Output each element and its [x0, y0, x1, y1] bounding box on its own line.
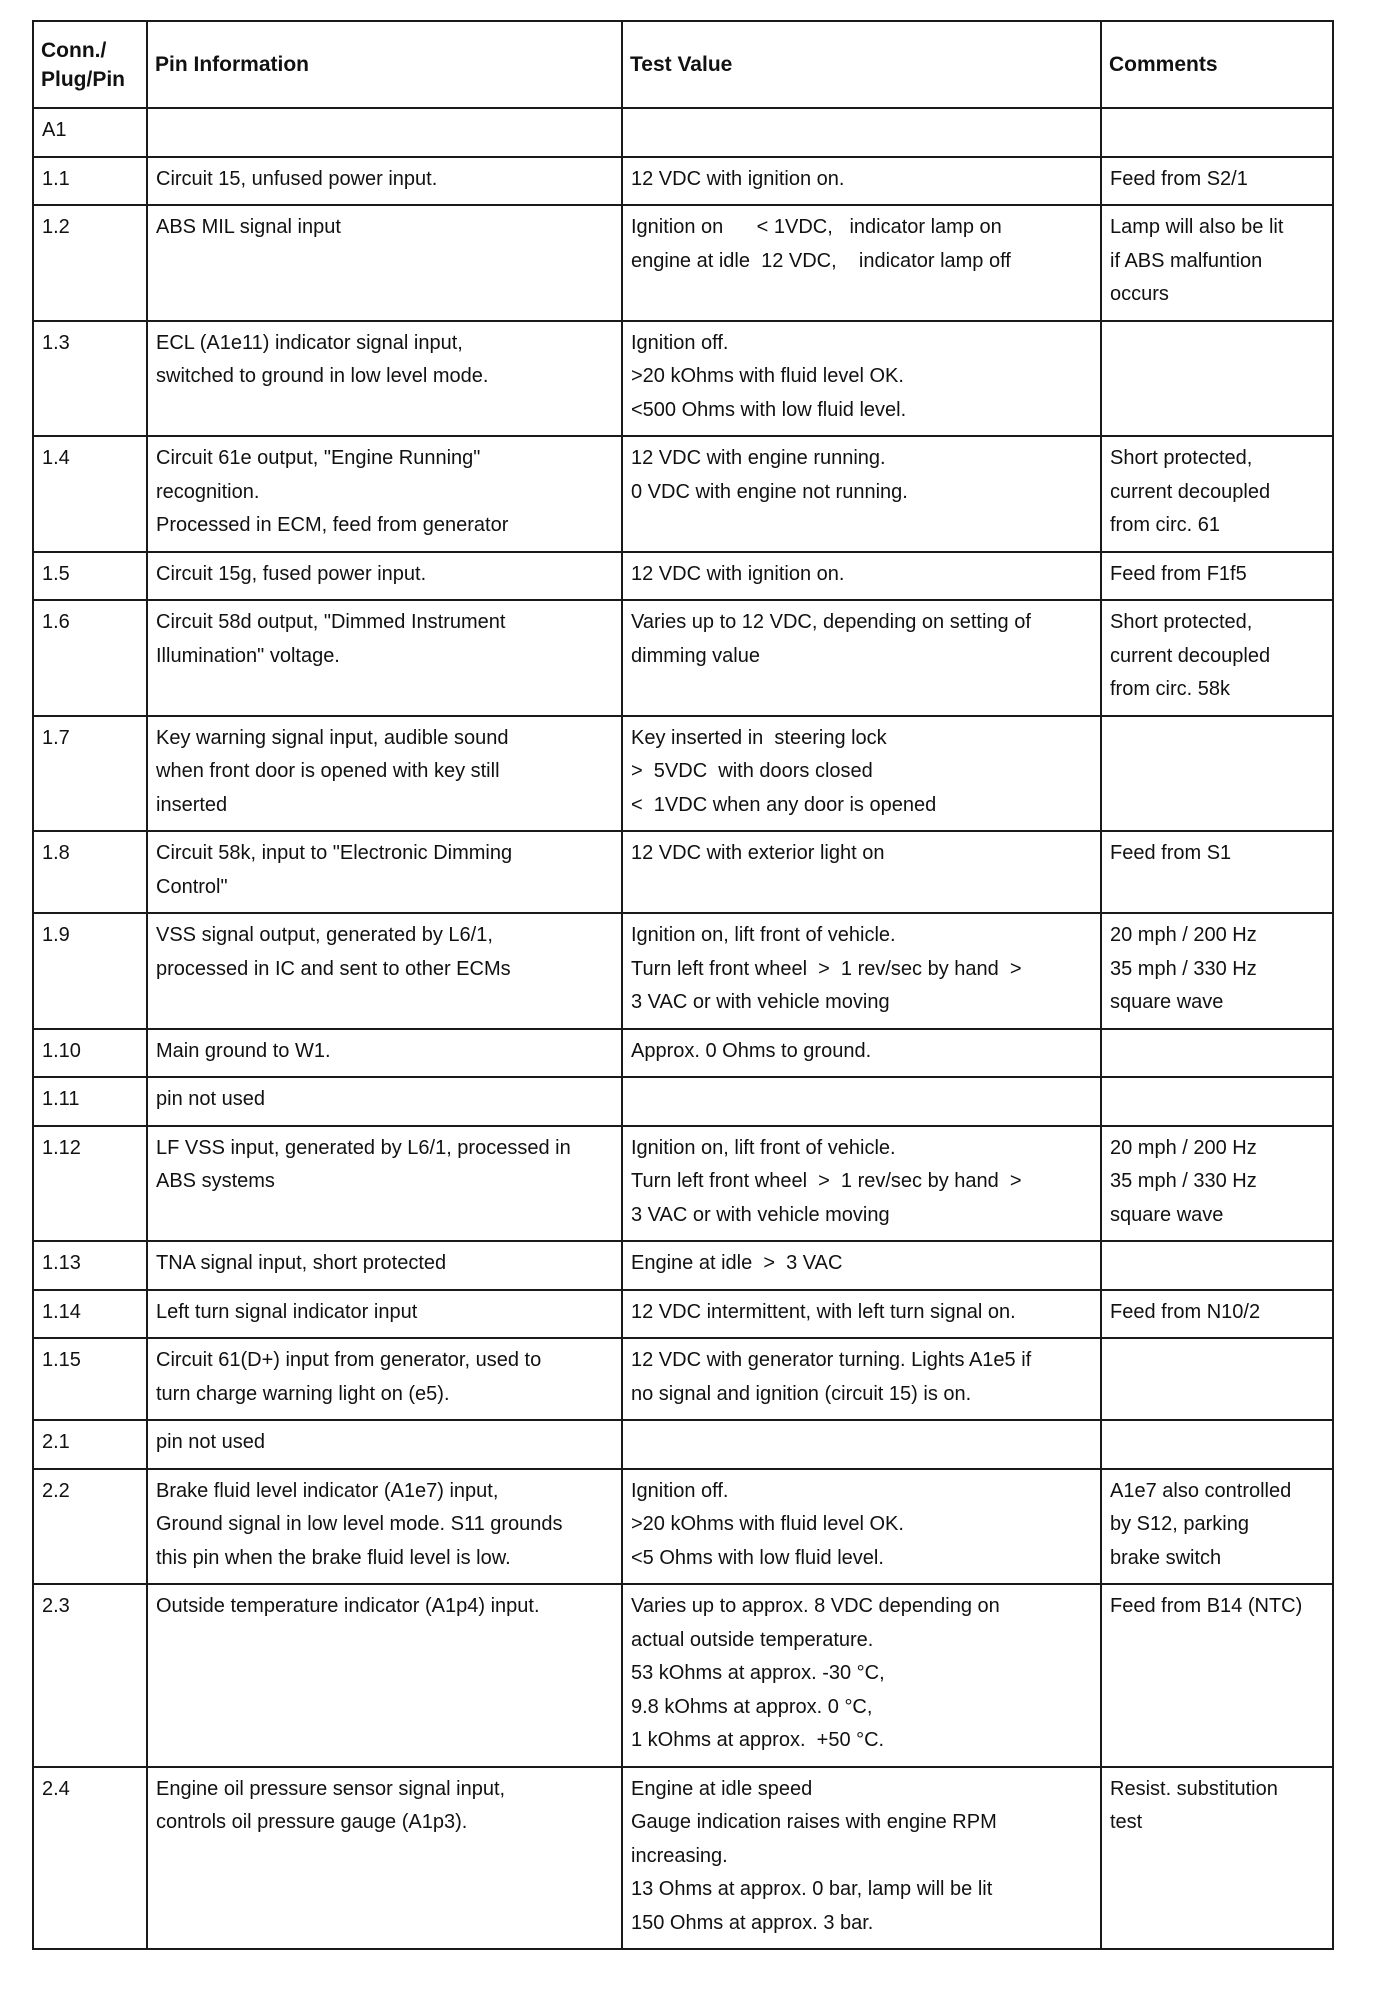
comments-line: Feed from F1f5 [1110, 562, 1247, 585]
comments-cell [1101, 205, 1333, 321]
pin-number-cell: 1.14 [33, 1290, 147, 1339]
comments-cell [1101, 1584, 1333, 1767]
test-value-line: no signal and ignition (circuit 15) is on. [631, 1382, 972, 1405]
comments-line: occurs [1110, 283, 1169, 305]
pin-info-cell [147, 1077, 622, 1126]
comments-line: brake switch [1110, 1546, 1222, 1569]
pin-info-cell [147, 205, 622, 321]
comments-line: Feed from S2/1 [1110, 167, 1248, 190]
pin-info-line: Outside temperature indicator (A1p4) input. [156, 1595, 540, 1617]
pin-test-table [32, 20, 1334, 1950]
header-conn-plug-pin [33, 21, 147, 108]
header-conn-line-2: Plug/Pin [41, 67, 125, 91]
comments-cell [1101, 1029, 1333, 1078]
test-value-line: 13 Ohms at approx. 0 bar, lamp will be lit [631, 1878, 993, 1900]
pin-info-cell [147, 1029, 622, 1078]
pin-info-line: recognition. [156, 480, 260, 503]
pin-info-line: ECL (A1e11) indicator signal input, [156, 331, 463, 354]
document-page [32, 20, 1332, 1950]
table-row [33, 321, 1333, 437]
test-value-cell [622, 1420, 1101, 1469]
pin-number-cell: 1.1 [33, 157, 147, 206]
pin-number-cell: 2.1 [33, 1420, 147, 1469]
pin-info-line: Brake fluid level indicator (A1e7) input, [156, 1479, 499, 1502]
comments-line: square wave [1110, 991, 1224, 1013]
comments-line: from circ. 58k [1110, 678, 1231, 700]
test-value-cell [622, 1290, 1101, 1339]
table-body [33, 108, 1333, 1949]
test-value-cell [622, 157, 1101, 206]
pin-info-line: Circuit 61(D+) input from generator, used to [156, 1349, 542, 1371]
test-value-line: <500 Ohms with low fluid level. [631, 398, 907, 421]
comments-cell [1101, 716, 1333, 832]
test-value-cell [622, 1126, 1101, 1242]
comments-line: Feed from S1 [1110, 842, 1232, 864]
test-value-line: Ignition on, lift front of vehicle. [631, 1136, 896, 1159]
pin-info-cell [147, 1584, 622, 1767]
test-value-cell [622, 321, 1101, 437]
comments-line: if ABS malfuntion [1110, 249, 1263, 272]
comments-cell [1101, 1767, 1333, 1950]
test-value-cell [622, 1077, 1101, 1126]
table-row [33, 1469, 1333, 1585]
table-row [33, 1077, 1333, 1126]
pin-number-cell: 2.2 [33, 1469, 147, 1585]
pin-info-line: switched to ground in low level mode. [156, 365, 489, 387]
comments-line: Short protected, [1110, 447, 1253, 469]
pin-info-cell [147, 108, 622, 157]
pin-number-cell: 1.13 [33, 1241, 147, 1290]
comments-line: Feed from N10/2 [1110, 1300, 1261, 1323]
comments-line: current decoupled [1110, 480, 1271, 503]
comments-cell [1101, 1077, 1333, 1126]
pin-info-cell [147, 1469, 622, 1585]
comments-line: by S12, parking [1110, 1513, 1249, 1535]
test-value-line: 12 VDC with engine running. [631, 447, 886, 469]
pin-info-line: Control" [156, 875, 228, 898]
pin-info-line: Circuit 15g, fused power input. [156, 562, 427, 585]
table-row [33, 913, 1333, 1029]
comments-cell [1101, 1290, 1333, 1339]
test-value-cell [622, 1584, 1101, 1767]
table-row [33, 436, 1333, 552]
test-value-line: increasing. [631, 1844, 728, 1867]
table-row [33, 1241, 1333, 1290]
comments-line: current decoupled [1110, 644, 1271, 667]
table-row [33, 157, 1333, 206]
pin-number-cell: 1.2 [33, 205, 147, 321]
table-row [33, 1029, 1333, 1078]
pin-number-cell: 1.15 [33, 1338, 147, 1420]
pin-info-cell [147, 1241, 622, 1290]
comments-cell [1101, 600, 1333, 716]
pin-info-cell [147, 157, 622, 206]
test-value-line: 12 VDC with ignition on. [631, 562, 845, 585]
pin-info-line: Main ground to W1. [156, 1039, 331, 1062]
test-value-line: Varies up to 12 VDC, depending on setting of [631, 611, 1031, 633]
test-value-cell [622, 436, 1101, 552]
comments-cell [1101, 1420, 1333, 1469]
pin-info-cell [147, 321, 622, 437]
comments-cell [1101, 831, 1333, 913]
pin-info-line: ABS MIL signal input [156, 216, 341, 238]
table-row [33, 716, 1333, 832]
comments-cell [1101, 108, 1333, 157]
comments-cell [1101, 436, 1333, 552]
test-value-line: >20 kOhms with fluid level OK. [631, 365, 904, 387]
comments-line: 35 mph / 330 Hz [1110, 957, 1257, 980]
pin-info-line: Circuit 61e output, "Engine Running" [156, 447, 481, 469]
pin-info-line: Circuit 58d output, "Dimmed Instrument [156, 611, 506, 633]
comments-cell [1101, 1126, 1333, 1242]
test-value-line: Varies up to approx. 8 VDC depending on [631, 1595, 1000, 1617]
test-value-line: Gauge indication raises with engine RPM [631, 1811, 997, 1833]
pin-number-cell: 1.3 [33, 321, 147, 437]
comments-cell [1101, 321, 1333, 437]
test-value-line: Ignition off. [631, 1479, 729, 1502]
test-value-line: 3 VAC or with vehicle moving [631, 1203, 890, 1226]
pin-info-line: pin not used [156, 1088, 265, 1110]
table-row [33, 108, 1333, 157]
comments-line: Resist. substitution [1110, 1777, 1278, 1800]
pin-info-cell [147, 831, 622, 913]
pin-info-cell [147, 552, 622, 601]
test-value-line: Key inserted in steering lock [631, 726, 887, 749]
pin-info-line: inserted [156, 793, 228, 816]
test-value-line: engine at idle 12 VDC, indicator lamp off [631, 249, 1011, 272]
pin-info-cell [147, 1420, 622, 1469]
table-row [33, 552, 1333, 601]
comments-line: 20 mph / 200 Hz [1110, 924, 1257, 946]
pin-number-cell: A1 [33, 108, 147, 157]
test-value-line: dimming value [631, 644, 760, 667]
pin-number-cell: 1.10 [33, 1029, 147, 1078]
table-row [33, 205, 1333, 321]
pin-number-cell: 1.6 [33, 600, 147, 716]
test-value-cell [622, 1338, 1101, 1420]
pin-info-line: Engine oil pressure sensor signal input, [156, 1777, 506, 1800]
test-value-line: Turn left front wheel > 1 rev/sec by hand > [631, 957, 1022, 980]
pin-info-cell [147, 1290, 622, 1339]
table-row [33, 1767, 1333, 1950]
test-value-line: Turn left front wheel > 1 rev/sec by hand > [631, 1170, 1022, 1192]
pin-info-cell [147, 1767, 622, 1950]
pin-info-line: Illumination" voltage. [156, 644, 340, 667]
pin-info-line: pin not used [156, 1431, 265, 1453]
table-header [33, 21, 1333, 108]
test-value-line: <5 Ohms with low fluid level. [631, 1546, 884, 1569]
pin-number-cell: 1.4 [33, 436, 147, 552]
pin-info-line: processed in IC and sent to other ECMs [156, 957, 511, 980]
comments-line: from circ. 61 [1110, 514, 1221, 536]
test-value-cell [622, 1767, 1101, 1950]
comments-cell [1101, 1338, 1333, 1420]
test-value-line: < 1VDC when any door is opened [631, 793, 937, 816]
pin-info-line: this pin when the brake fluid level is low. [156, 1546, 511, 1569]
pin-info-line: ABS systems [156, 1170, 275, 1192]
pin-number-cell: 2.4 [33, 1767, 147, 1950]
pin-info-cell [147, 1338, 622, 1420]
test-value-line: Ignition on < 1VDC, indicator lamp on [631, 216, 1002, 238]
pin-number-cell: 2.3 [33, 1584, 147, 1767]
comments-line: square wave [1110, 1203, 1224, 1226]
pin-info-cell [147, 913, 622, 1029]
header-comments: Comments [1101, 21, 1333, 108]
comments-line: Short protected, [1110, 611, 1253, 633]
table-row [33, 1290, 1333, 1339]
comments-line: Lamp will also be lit [1110, 216, 1284, 238]
pin-info-line: Circuit 58k, input to "Electronic Dimming [156, 842, 513, 864]
test-value-cell [622, 600, 1101, 716]
pin-number-cell: 1.7 [33, 716, 147, 832]
comments-cell [1101, 1469, 1333, 1585]
test-value-line: Ignition off. [631, 331, 729, 354]
test-value-line: 9.8 kOhms at approx. 0 °C, [631, 1695, 873, 1718]
table-row [33, 1126, 1333, 1242]
pin-number-cell: 1.5 [33, 552, 147, 601]
test-value-line: 12 VDC with ignition on. [631, 167, 845, 190]
test-value-line: Engine at idle speed [631, 1777, 813, 1800]
pin-info-cell [147, 1126, 622, 1242]
test-value-cell [622, 1029, 1101, 1078]
comments-cell [1101, 1241, 1333, 1290]
test-value-cell [622, 552, 1101, 601]
test-value-line: Ignition on, lift front of vehicle. [631, 924, 896, 946]
test-value-line: >20 kOhms with fluid level OK. [631, 1513, 904, 1535]
comments-cell [1101, 913, 1333, 1029]
pin-info-line: controls oil pressure gauge (A1p3). [156, 1811, 468, 1833]
pin-info-line: Ground signal in low level mode. S11 grounds [156, 1513, 563, 1535]
test-value-line: actual outside temperature. [631, 1628, 874, 1651]
test-value-line: 53 kOhms at approx. -30 °C, [631, 1662, 885, 1684]
test-value-line: 3 VAC or with vehicle moving [631, 991, 890, 1013]
pin-info-cell [147, 436, 622, 552]
comments-line: 35 mph / 330 Hz [1110, 1170, 1257, 1192]
pin-number-cell: 1.8 [33, 831, 147, 913]
header-test-value: Test Value [622, 21, 1101, 108]
pin-info-cell [147, 716, 622, 832]
header-row [33, 21, 1333, 108]
table-row [33, 1338, 1333, 1420]
test-value-line: 0 VDC with engine not running. [631, 480, 908, 503]
pin-info-line: turn charge warning light on (e5). [156, 1382, 450, 1405]
header-conn-line-1: Conn./ [41, 38, 107, 62]
pin-info-line: TNA signal input, short protected [156, 1252, 447, 1274]
test-value-cell [622, 716, 1101, 832]
test-value-line: 1 kOhms at approx. +50 °C. [631, 1729, 885, 1751]
test-value-line: 12 VDC with exterior light on [631, 842, 885, 864]
pin-number-cell: 1.12 [33, 1126, 147, 1242]
table-row [33, 1420, 1333, 1469]
pin-number-cell: 1.9 [33, 913, 147, 1029]
test-value-cell [622, 108, 1101, 157]
test-value-line: 12 VDC intermittent, with left turn signal on. [631, 1300, 1016, 1323]
pin-info-line: Key warning signal input, audible sound [156, 726, 509, 749]
test-value-line: Engine at idle > 3 VAC [631, 1252, 843, 1274]
test-value-line: 12 VDC with generator turning. Lights A1e5 if [631, 1349, 1032, 1371]
pin-info-line: Left turn signal indicator input [156, 1300, 418, 1323]
test-value-cell [622, 205, 1101, 321]
comments-cell [1101, 552, 1333, 601]
test-value-line: Approx. 0 Ohms to ground. [631, 1039, 872, 1062]
pin-number-cell: 1.11 [33, 1077, 147, 1126]
pin-info-cell [147, 600, 622, 716]
header-pin-information: Pin Information [147, 21, 622, 108]
pin-info-line: VSS signal output, generated by L6/1, [156, 924, 493, 946]
table-row [33, 1584, 1333, 1767]
pin-info-line: Circuit 15, unfused power input. [156, 167, 438, 190]
test-value-cell [622, 1241, 1101, 1290]
comments-line: Feed from B14 (NTC) [1110, 1595, 1303, 1617]
test-value-cell [622, 1469, 1101, 1585]
comments-line: 20 mph / 200 Hz [1110, 1136, 1257, 1159]
comments-line: test [1110, 1811, 1143, 1833]
test-value-cell [622, 831, 1101, 913]
test-value-line: 150 Ohms at approx. 3 bar. [631, 1911, 874, 1934]
test-value-cell [622, 913, 1101, 1029]
table-row [33, 831, 1333, 913]
pin-info-line: when front door is opened with key still [156, 760, 500, 782]
table-row [33, 600, 1333, 716]
pin-info-line: Processed in ECM, feed from generator [156, 514, 509, 536]
pin-info-line: LF VSS input, generated by L6/1, processed in [156, 1136, 571, 1159]
comments-line: A1e7 also controlled [1110, 1479, 1292, 1502]
comments-cell [1101, 157, 1333, 206]
test-value-line: > 5VDC with doors closed [631, 760, 873, 782]
